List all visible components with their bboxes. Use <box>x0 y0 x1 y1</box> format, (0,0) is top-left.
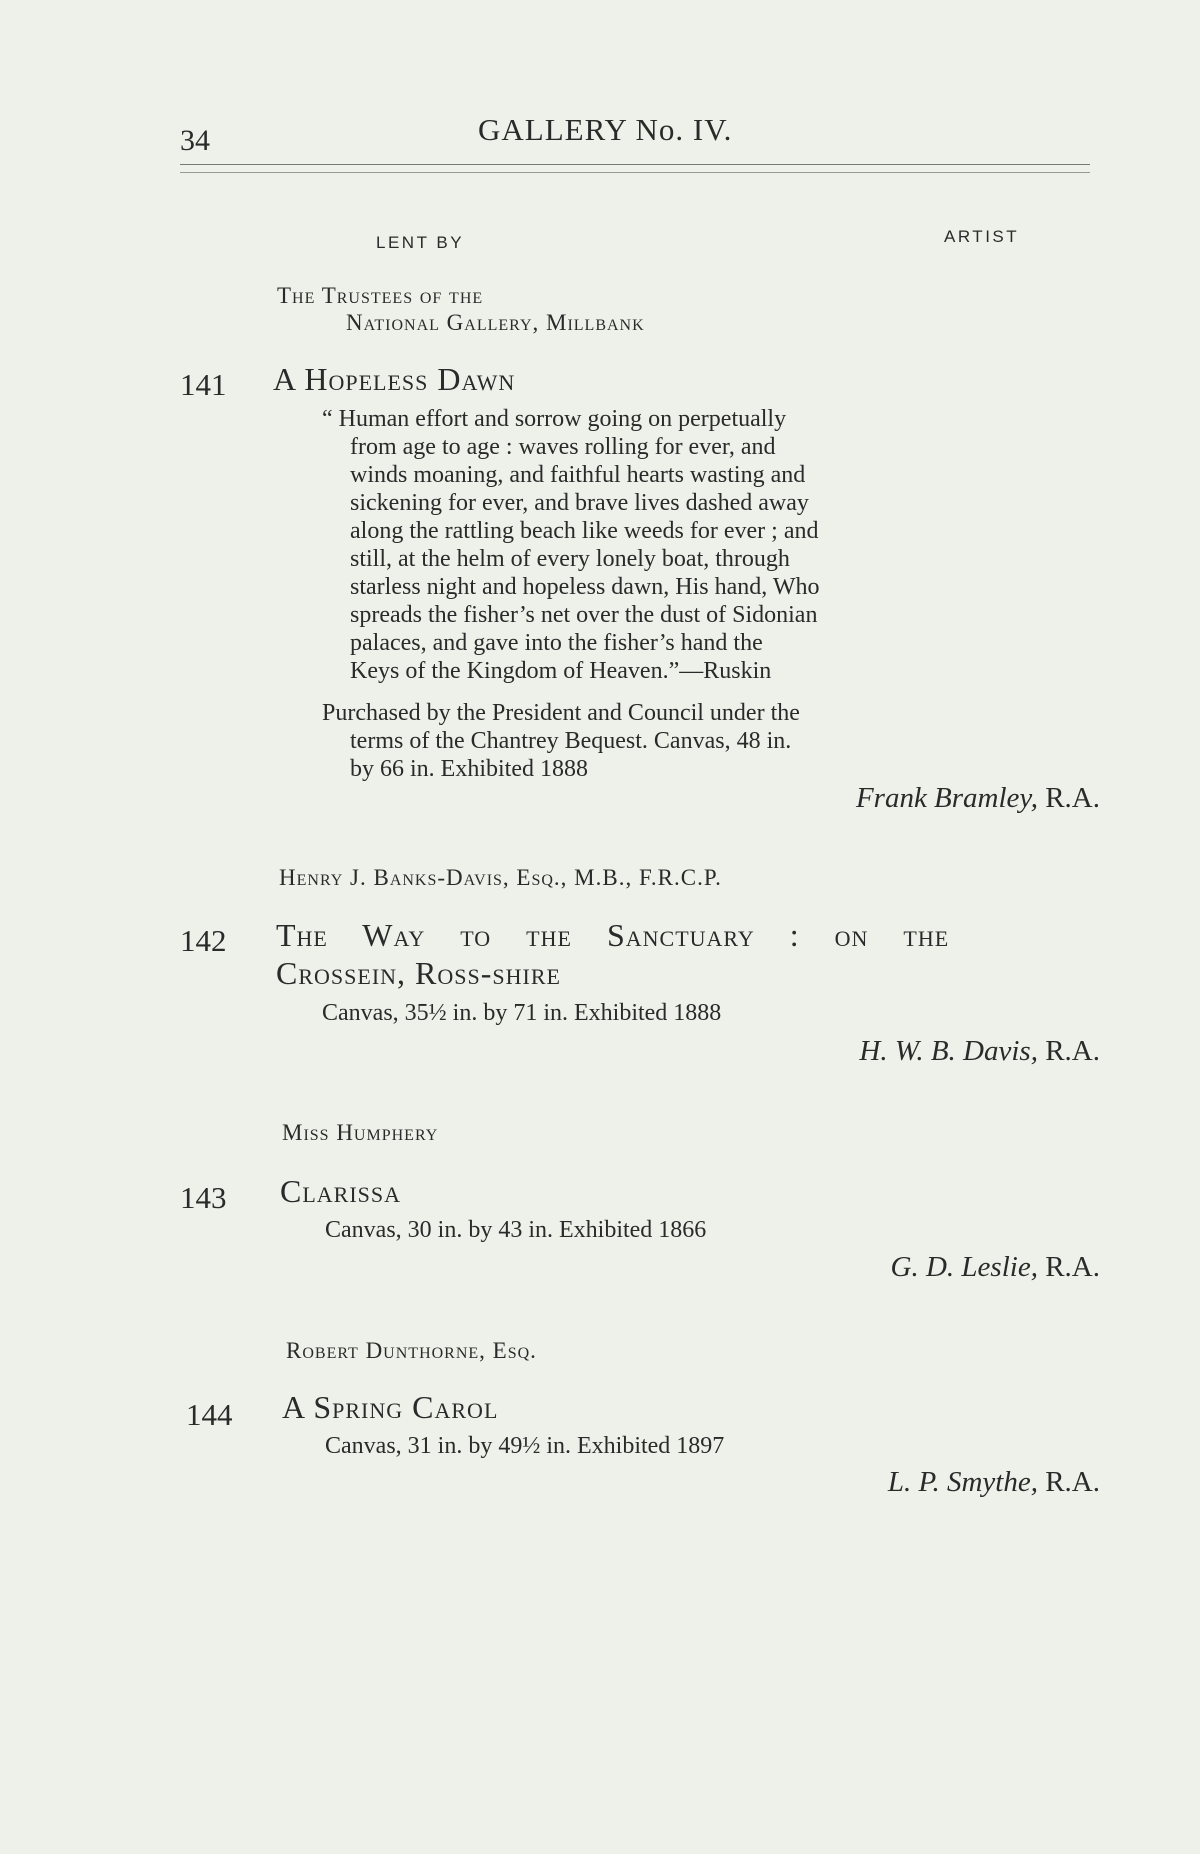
artist-suffix: R.A. <box>1045 1251 1100 1283</box>
artist-suffix: R.A. <box>1045 1466 1100 1498</box>
artist-name: Frank Bramley, <box>855 782 1038 814</box>
artwork-title: Clarissa <box>280 1173 402 1209</box>
artist-name: G. D. Leslie, <box>890 1251 1038 1283</box>
quote-line: from age to age : waves rolling for ever, and <box>350 434 776 460</box>
lender-line: Robert Dunthorne, Esq. <box>286 1338 537 1363</box>
lender-line: The Trustees of the <box>277 283 484 308</box>
catalogue-number: 142 <box>180 923 227 958</box>
artist-column-heading: ARTIST <box>944 227 1020 246</box>
header-rule <box>180 164 1090 165</box>
detail-line: Canvas, 35½ in. by 71 in. Exhibited 1888 <box>322 1000 722 1026</box>
detail-line: Canvas, 30 in. by 43 in. Exhibited 1866 <box>325 1217 707 1243</box>
detail-line: terms of the Chantrey Bequest. Canvas, 48 in. <box>350 728 792 754</box>
detail-line: by 66 in. Exhibited 1888 <box>350 756 588 782</box>
catalogue-number: 141 <box>180 367 227 402</box>
artwork-title: The Way to the Sanctuary : on the <box>276 917 950 953</box>
artist-credit <box>888 1466 1100 1499</box>
artwork-title: A Spring Carol <box>282 1389 499 1425</box>
quote-line: spreads the fisher’s net over the dust of Sidonian <box>350 602 818 628</box>
artist-name: H. W. B. Davis, <box>859 1035 1038 1067</box>
lender-line: Henry J. Banks-Davis, Esq., M.B., F.R.C.P. <box>279 865 722 890</box>
artist-suffix: R.A. <box>1045 1035 1100 1067</box>
artist-name: L. P. Smythe, <box>887 1466 1038 1498</box>
artist-credit <box>859 1035 1100 1068</box>
artwork-title-continued: Crossein, Ross-shire <box>276 955 561 991</box>
detail-line: Canvas, 31 in. by 49½ in. Exhibited 1897 <box>325 1433 725 1459</box>
artist-credit <box>856 782 1100 815</box>
header-rule-lower <box>180 172 1090 173</box>
lent-by-column-heading: LENT BY <box>376 233 465 252</box>
lender-line: National Gallery, Millbank <box>346 310 645 335</box>
lender-line: Miss Humphery <box>282 1120 439 1145</box>
catalogue-number: 143 <box>180 1180 227 1215</box>
artwork-title: A Hopeless Dawn <box>273 361 516 397</box>
quote-line: Keys of the Kingdom of Heaven.”—Ruskin <box>350 658 772 684</box>
quote-line: winds moaning, and faithful hearts wasting and <box>350 462 806 488</box>
quote-line: sickening for ever, and brave lives dashed away <box>350 490 809 516</box>
quote-line: along the rattling beach like weeds for ever ; and <box>350 518 819 544</box>
artist-suffix: R.A. <box>1045 782 1100 814</box>
artist-credit <box>891 1251 1100 1284</box>
quote-line: “ Human effort and sorrow going on perpetually <box>322 406 787 432</box>
quote-line: palaces, and gave into the fisher’s hand the <box>350 630 763 656</box>
running-title: GALLERY No. IV. <box>478 112 733 147</box>
quote-line: still, at the helm of every lonely boat, through <box>350 546 790 572</box>
quote-line: starless night and hopeless dawn, His hand, Who <box>350 574 820 600</box>
catalogue-number: 144 <box>186 1397 233 1432</box>
page-number: 34 <box>180 124 210 157</box>
detail-line: Purchased by the President and Council under the <box>322 700 800 726</box>
